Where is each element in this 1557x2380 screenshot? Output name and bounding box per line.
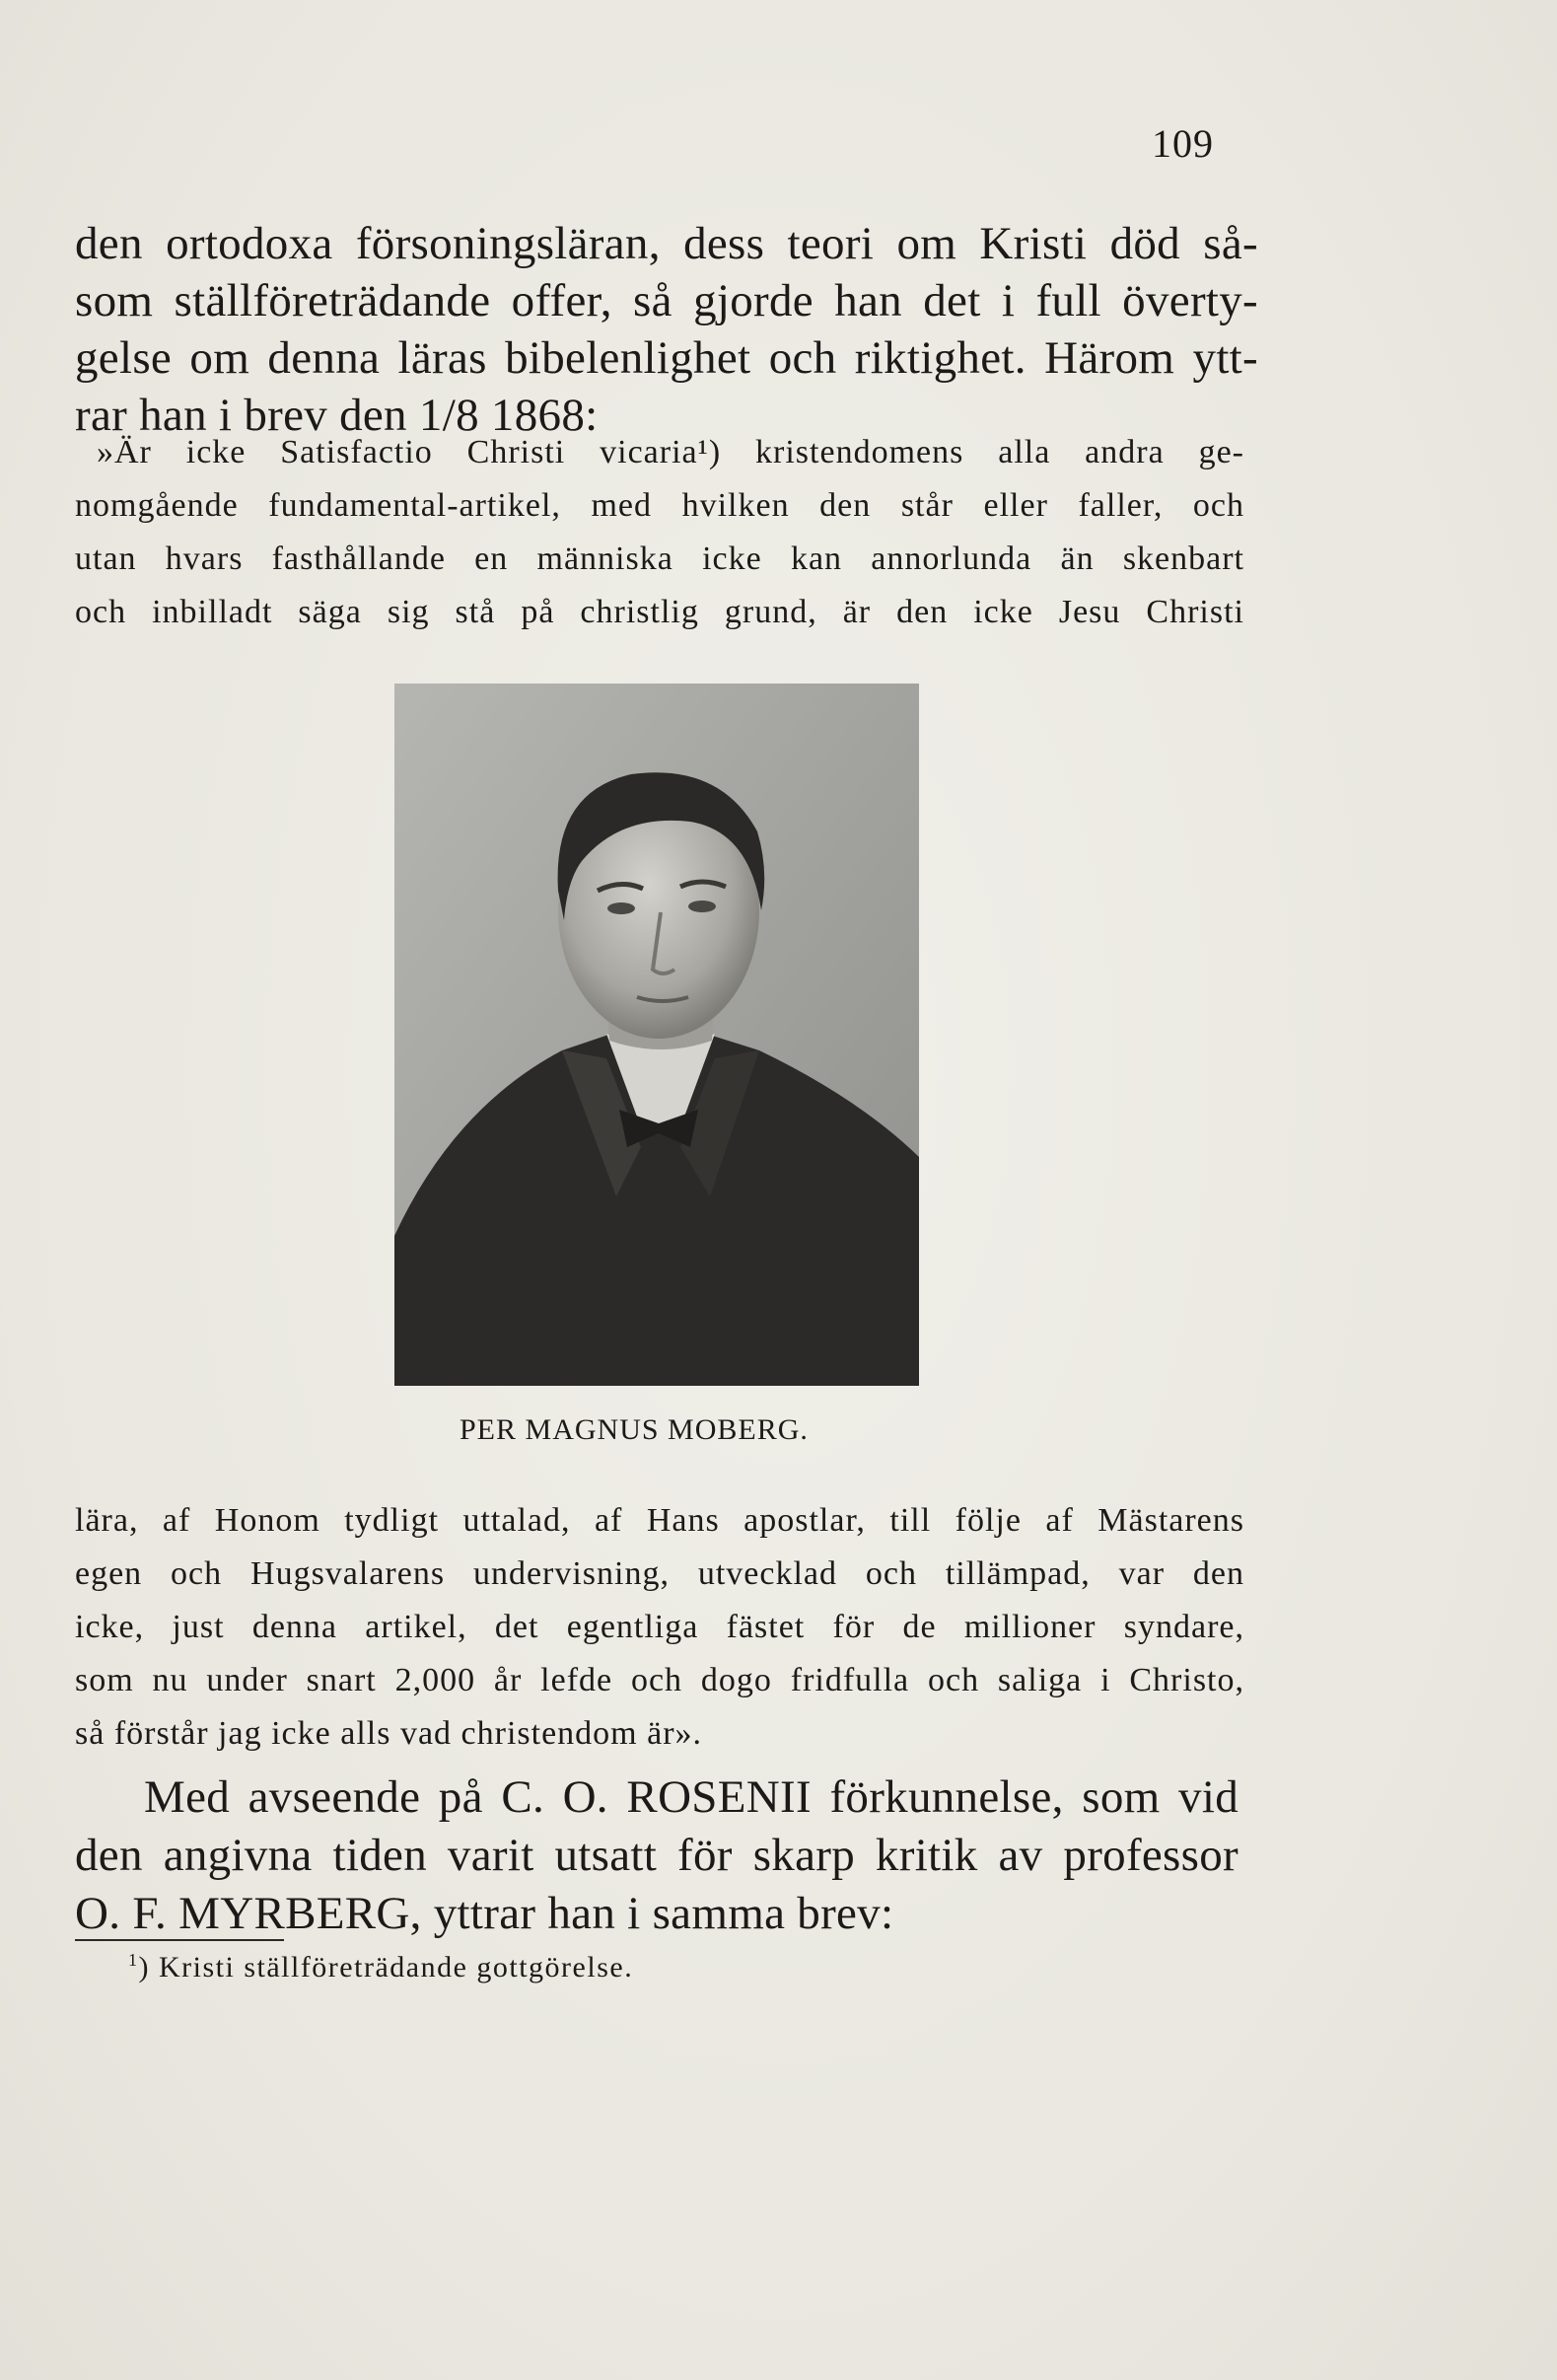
paragraph-1-line: som ställföreträdande offer, så gjorde han det i full överty- [75,275,1258,326]
portrait-illustration [394,684,919,1386]
page-number: 109 [1152,121,1214,166]
quote-line: och inbilladt säga sig stå på christlig grund, är den icke Jesu Christi [75,594,1244,630]
quote-line: utan hvars fasthållande en människa icke kan annorlunda än skenbart [75,541,1244,577]
paragraph-2 [75,1768,1239,1943]
footnote-divider [75,1939,284,1941]
paragraph-1-line: rar han i brev den 1/8 1868: [75,390,599,441]
paragraph-1-line: den ortodoxa försoningsläran, dess teori om Kristi död så- [75,218,1258,269]
quote-line: nomgående fundamental-artikel, med hvilken den står eller faller, och [75,487,1244,524]
footnote-text: ) Kristi ställföreträdande gottgörelse. [138,1951,634,1983]
footnote-marker: 1 [128,1950,139,1970]
quote-line: egen och Hugsvalarens undervisning, utvecklad och tillämpad, var den [75,1555,1244,1592]
photo-caption: PER MAGNUS MOBERG. [460,1413,809,1446]
paragraph-1 [75,215,1258,444]
portrait-photo [394,684,919,1386]
paragraph-2-line: O. F. MYRBERG, yttrar han i samma brev: [75,1888,894,1939]
paragraph-2-line: den angivna tiden varit utsatt för skarp kritik av professor [75,1830,1239,1881]
paragraph-2-line: Med avseende på C. O. ROSENII förkunnelse, som vid [144,1771,1239,1823]
quote-line: som nu under snart 2,000 år lefde och dogo fridfulla och saliga i Christo, [75,1662,1244,1698]
quote-part-2 [75,1494,1244,1761]
quote-line: »Är icke Satisfactio Christi vicaria¹) kristendomens alla andra ge- [97,434,1244,470]
paragraph-1-line: gelse om denna läras bibelenlighet och riktighet. Härom ytt- [75,332,1258,384]
footnote [128,1951,633,1984]
quote-part-1 [75,426,1244,639]
quote-line: icke, just denna artikel, det egentliga fästet för de millioner syndare, [75,1609,1244,1645]
quote-line: lära, af Honom tydligt uttalad, af Hans apostlar, till följe af Mästarens [75,1502,1244,1539]
quote-line: så förstår jag icke alls vad christendom är». [75,1715,703,1752]
